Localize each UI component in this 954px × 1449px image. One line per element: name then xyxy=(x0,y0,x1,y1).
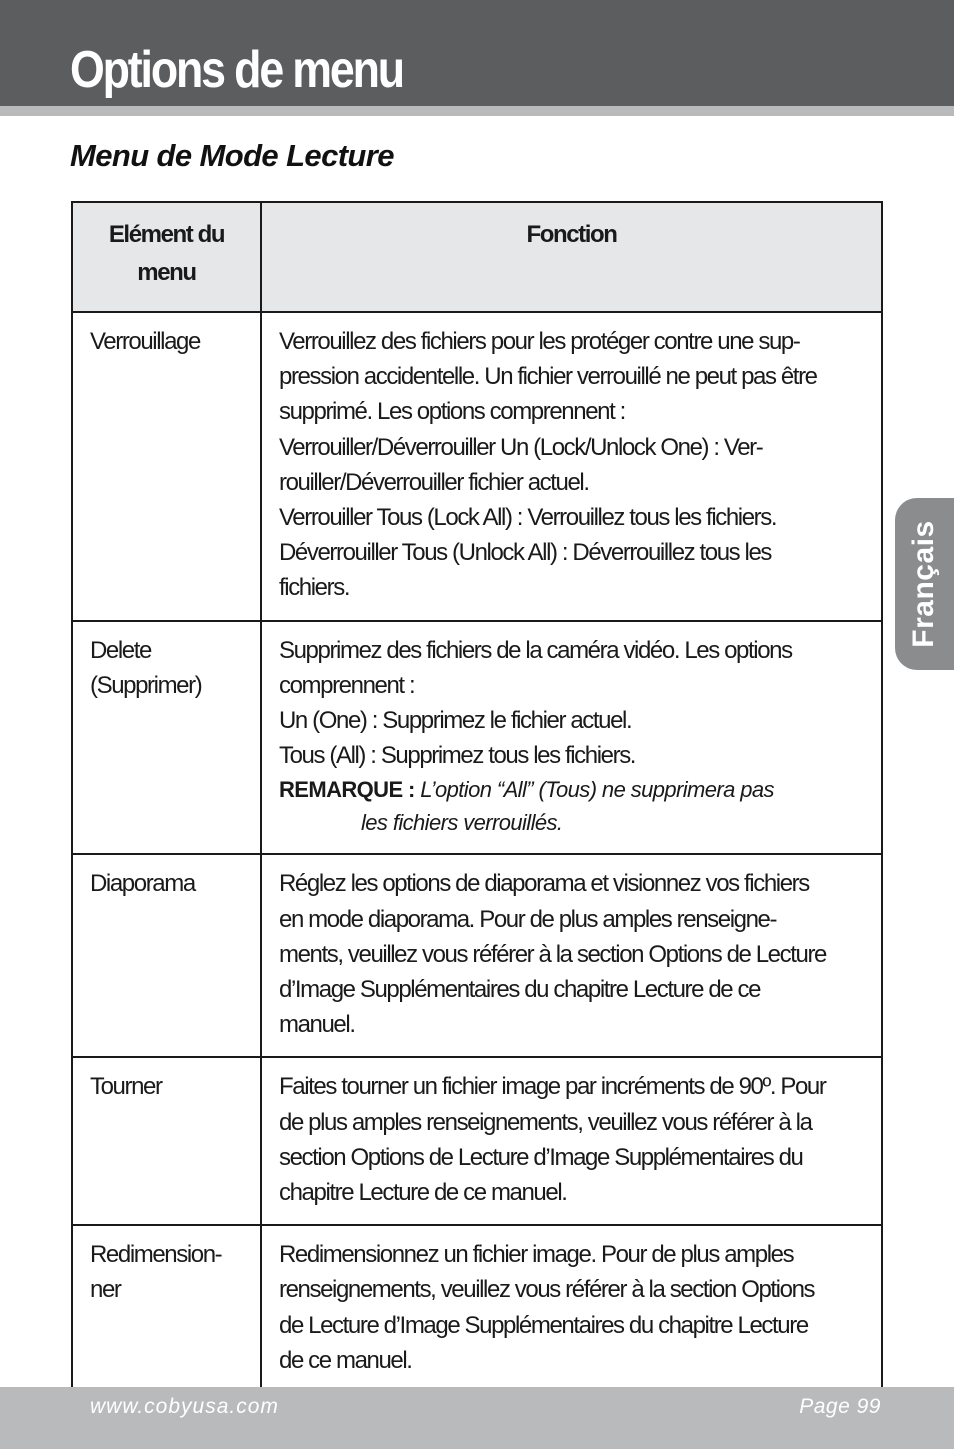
function-text-line: section Options de Lecture d’Image Supplémentaires du xyxy=(279,1143,803,1171)
footer-website-url: www.cobyusa.com xyxy=(90,1395,279,1418)
function-text-line: comprennent : xyxy=(279,671,415,699)
function-text-line: Réglez les options de diaporama et visionnez vos fichiers xyxy=(279,870,809,898)
table-row xyxy=(72,1225,882,1393)
note-text: L’option “All” (Tous) ne supprimera pas xyxy=(420,777,774,803)
footer-page-number: Page 99 xyxy=(799,1395,881,1418)
menu-item-cell xyxy=(72,621,261,855)
table-row xyxy=(72,1057,882,1225)
menu-item-cell xyxy=(72,1225,261,1393)
header-item-column xyxy=(72,202,261,312)
menu-item-cell xyxy=(72,312,261,621)
menu-item-cell xyxy=(72,1057,261,1225)
menu-item-label: (Supprimer) xyxy=(90,671,202,699)
menu-item-label: Tourner xyxy=(90,1073,162,1101)
function-text-line: en mode diaporama. Pour de plus amples renseigne- xyxy=(279,905,777,933)
function-text-line: Verrouiller/Déverrouiller Un (Lock/Unlock One) : Ver- xyxy=(279,433,763,461)
menu-item-label: Diaporama xyxy=(90,870,195,898)
function-text-line: rouiller/Déverrouiller fichier actuel. xyxy=(279,468,589,496)
header-divider xyxy=(0,106,954,116)
function-cell xyxy=(261,854,882,1057)
menu-item-label: Redimension- xyxy=(90,1241,222,1269)
function-text-line: de ce manuel. xyxy=(279,1346,412,1374)
function-text-line: renseignements, veuillez vous référer à la section Options xyxy=(279,1276,815,1304)
note-line xyxy=(279,773,865,806)
page-footer-bar xyxy=(0,1387,954,1449)
function-cell xyxy=(261,1057,882,1225)
language-label: Français xyxy=(907,520,940,648)
page-header-bar xyxy=(0,0,954,106)
function-cell xyxy=(261,312,882,621)
section-title: Menu de Mode Lecture xyxy=(70,138,394,173)
table-row xyxy=(72,854,882,1057)
header-function-column: Fonction xyxy=(261,202,882,312)
function-text-line: supprimé. Les options comprennent : xyxy=(279,398,625,426)
function-text-line: d’Image Supplémentaires du chapitre Lecture de ce xyxy=(279,976,761,1004)
note-label: REMARQUE : xyxy=(279,777,415,803)
function-text-line: manuel. xyxy=(279,1011,355,1039)
table-header-row xyxy=(72,202,882,312)
function-text-line: chapitre Lecture de ce manuel. xyxy=(279,1179,567,1207)
language-side-tab xyxy=(895,498,954,670)
menu-options-table xyxy=(71,201,883,1394)
function-text-line: Tous (All) : Supprimez tous les fichiers. xyxy=(279,742,636,770)
function-text-line: Supprimez des fichiers de la caméra vidéo. Les options xyxy=(279,636,792,664)
table-row xyxy=(72,312,882,621)
menu-item-label: Verrouillage xyxy=(90,328,200,355)
function-text-line: Déverrouiller Tous (Unlock All) : Déverrouillez tous les xyxy=(279,539,772,567)
menu-item-label: Delete xyxy=(90,636,151,664)
function-cell xyxy=(261,1225,882,1393)
page-title: Options de menu xyxy=(70,41,403,99)
note-text-continued: les fichiers verrouillés. xyxy=(361,810,563,836)
function-text-line: de plus amples renseignements, veuillez vous référer à la xyxy=(279,1108,812,1136)
function-text-line: pression accidentelle. Un fichier verrouillé ne peut pas être xyxy=(279,363,817,391)
function-text-line: fichiers. xyxy=(279,574,350,602)
table-row xyxy=(72,621,882,855)
function-text-line: Un (One) : Supprimez le fichier actuel. xyxy=(279,707,632,735)
header-item-line: Elément du xyxy=(108,221,225,248)
menu-item-cell xyxy=(72,854,261,1057)
function-text-line: Redimensionnez un fichier image. Pour de plus amples xyxy=(279,1241,794,1269)
function-cell xyxy=(261,621,882,855)
function-text-line: Verrouillez des fichiers pour les protéger contre une sup- xyxy=(279,328,800,355)
header-item-line: menu xyxy=(137,259,196,286)
function-text-line: de Lecture d’Image Supplémentaires du chapitre Lecture xyxy=(279,1311,808,1339)
menu-item-label: ner xyxy=(90,1276,121,1304)
function-text-line: Verrouiller Tous (Lock All) : Verrouillez tous les fichiers. xyxy=(279,504,777,532)
function-text-line: ments, veuillez vous référer à la section Options de Lecture xyxy=(279,940,826,968)
function-text-line: Faites tourner un fichier image par incréments de 90º. Pour xyxy=(279,1073,826,1101)
